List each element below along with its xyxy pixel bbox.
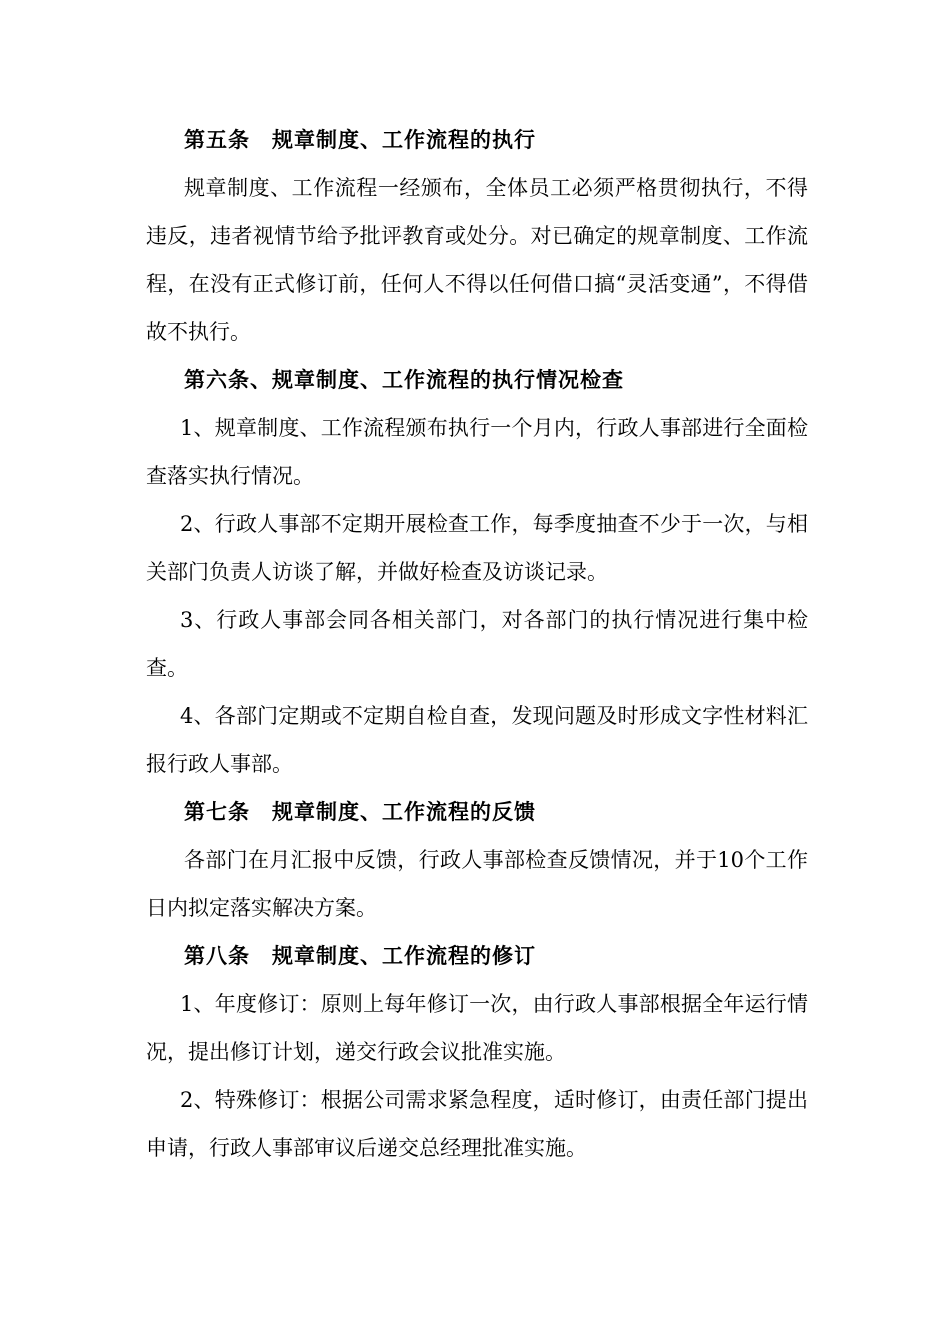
section-heading: 第六条、规章制度、工作流程的执行情况检查 <box>184 367 624 392</box>
section-paragraph: 规章制度、工作流程一经颁布，全体员工必须严格贯彻执行，不得违反，违者视情节给予批评教育或处分。对已确定的规章制度、工作流程，在没有正式修订前，任何人不得以任何借口搞“灵活变通”，不得借故不执行。 <box>146 176 808 344</box>
list-item: 4、各部门定期或不定期自检自查，发现问题及时形成文字性材料汇报行政人事部。 <box>146 704 808 776</box>
section-heading: 第七条 规章制度、工作流程的反馈 <box>184 799 536 824</box>
document-body <box>146 116 808 1172</box>
list-item: 1、年度修订：原则上每年修订一次，由行政人事部根据全年运行情况，提出修订计划，递交行政会议批准实施。 <box>146 992 808 1064</box>
list-item: 2、特殊修订：根据公司需求紧急程度，适时修订，由责任部门提出申请，行政人事部审议后递交总经理批准实施。 <box>146 1088 808 1160</box>
section-heading: 第五条 规章制度、工作流程的执行 <box>184 127 536 152</box>
section-article-8 <box>146 932 808 1172</box>
list-item: 3、行政人事部会同各相关部门，对各部门的执行情况进行集中检查。 <box>146 608 808 680</box>
section-heading: 第八条 规章制度、工作流程的修订 <box>184 943 536 968</box>
section-article-7 <box>146 788 808 932</box>
section-paragraph: 各部门在月汇报中反馈，行政人事部检查反馈情况，并于10个工作日内拟定落实解决方案。 <box>146 848 808 920</box>
list-item: 2、行政人事部不定期开展检查工作，每季度抽查不少于一次，与相关部门负责人访谈了解，并做好检查及访谈记录。 <box>146 512 808 584</box>
section-article-6 <box>146 356 808 788</box>
section-article-5 <box>146 116 808 356</box>
list-item: 1、规章制度、工作流程颁布执行一个月内，行政人事部进行全面检查落实执行情况。 <box>146 416 808 488</box>
